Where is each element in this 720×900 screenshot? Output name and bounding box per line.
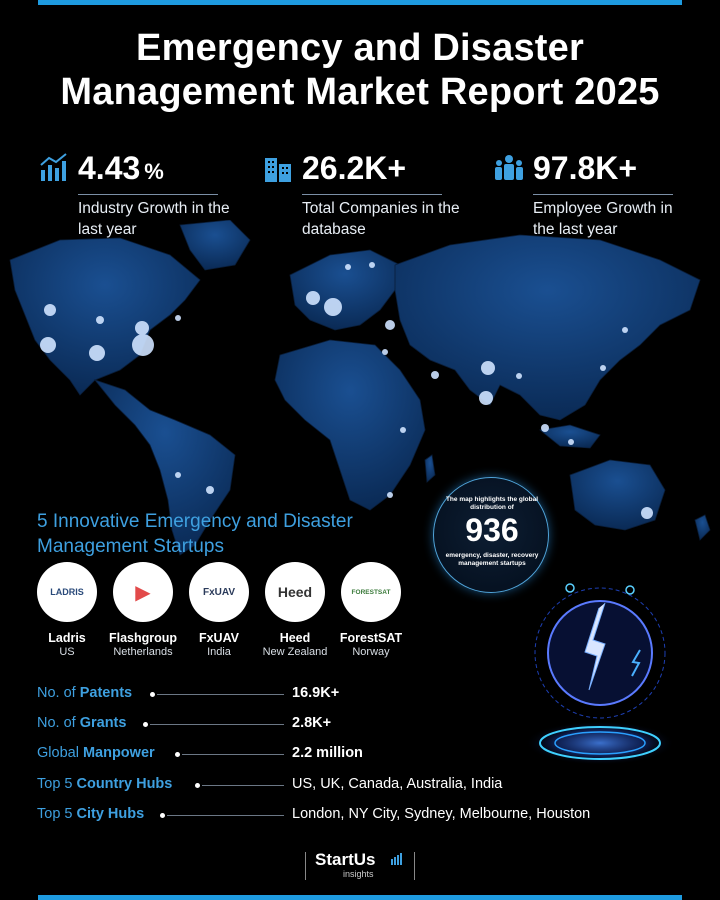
metric-value: London, NY City, Sydney, Melbourne, Houston [292,806,591,822]
top-accent-bar [38,0,682,5]
fxuav-logo: FxUAV [189,562,249,622]
metric-prefix: No. of [37,685,80,701]
logo-divider-right [414,852,415,880]
metric-value: 2.8K+ [292,715,332,731]
badge-number: 936 [465,512,519,548]
lightning-hologram-illustration [505,578,695,773]
stat-value [78,150,164,187]
startup-name: FxUAV [198,631,240,645]
startup-country: India [207,646,231,658]
logo-divider-left [305,852,306,880]
signal-bars-icon [391,853,403,865]
metric-keyword: Country Hubs [76,776,173,792]
startup-name: Heed [279,631,311,645]
heed-logo: Heed [265,562,325,622]
brand-subtitle: insights [343,869,374,879]
metric-country-hubs [37,776,677,796]
buildings-icon [262,152,294,184]
growth-chart-icon [38,152,70,184]
metric-label [37,776,172,792]
metric-keyword: Manpower [82,745,155,761]
startups-section-title: 5 Innovative Emergency and Disaster Management Startups [37,511,353,557]
leader-line [182,754,284,755]
stat-label: Employee Growth in the last year [533,200,673,238]
startup-name: Ladris [48,631,86,645]
divider [78,194,218,195]
startup-country: Netherlands [113,646,173,658]
bullet-dot [143,722,148,727]
metric-label [37,745,155,761]
startus-insights-logo [305,850,415,880]
startup-country: US [59,646,75,658]
leader-line [167,815,284,816]
bullet-dot [150,692,155,697]
metric-keyword: Grants [79,715,127,731]
startup-country: New Zealand [262,646,328,658]
metric-keyword: Patents [79,685,133,701]
startup-card-forestsat[interactable] [326,562,416,658]
badge-caption: emergency, disaster, recovery management startups [445,552,539,567]
bullet-dot [195,783,200,788]
stat-unit: % [144,159,164,184]
divider [302,194,442,195]
badge-intro-text: The map highlights the global distribution of [445,496,539,511]
startups-count-badge [433,477,549,593]
startup-name: ForestSAT [339,631,403,645]
people-icon [493,152,525,184]
stat-value: 26.2K+ [302,150,407,186]
stat-value: 97.8K+ [533,150,638,186]
metric-prefix: No. of [37,715,80,731]
ladris-logo: LADRIS [37,562,97,622]
leader-line [150,724,284,725]
forestsat-logo: FORESTSAT [341,562,401,622]
stat-number: 4.43 [78,150,141,186]
leader-line [157,694,284,695]
metric-city-hubs [37,806,677,826]
metric-label [37,806,144,822]
bottom-accent-bar [38,895,682,900]
leader-line [202,785,284,786]
stat-label: Total Companies in the database [302,200,460,238]
divider [533,194,673,195]
metric-value: 2.2 million [292,745,363,761]
metric-prefix: Global [37,745,83,761]
brand-name: StartUs [315,850,376,869]
title-line-2: Management Market Report 2025 [60,71,660,113]
title-line-1: Emergency and Disaster [136,27,584,69]
metric-label [37,715,126,731]
bullet-dot [160,813,165,818]
metric-label [37,685,132,701]
startup-name: Flashgroup [108,631,178,645]
stat-label: Industry Growth in the last year [78,200,230,238]
report-title [0,26,720,114]
metric-prefix: Top 5 [37,776,77,792]
metric-value: 16.9K+ [292,685,340,701]
metric-value: US, UK, Canada, Australia, India [292,776,503,792]
startup-country: Norway [352,646,390,658]
metric-keyword: City Hubs [76,806,145,822]
bullet-dot [175,752,180,757]
metric-prefix: Top 5 [37,806,77,822]
flashgroup-logo: ▶ [113,562,173,622]
